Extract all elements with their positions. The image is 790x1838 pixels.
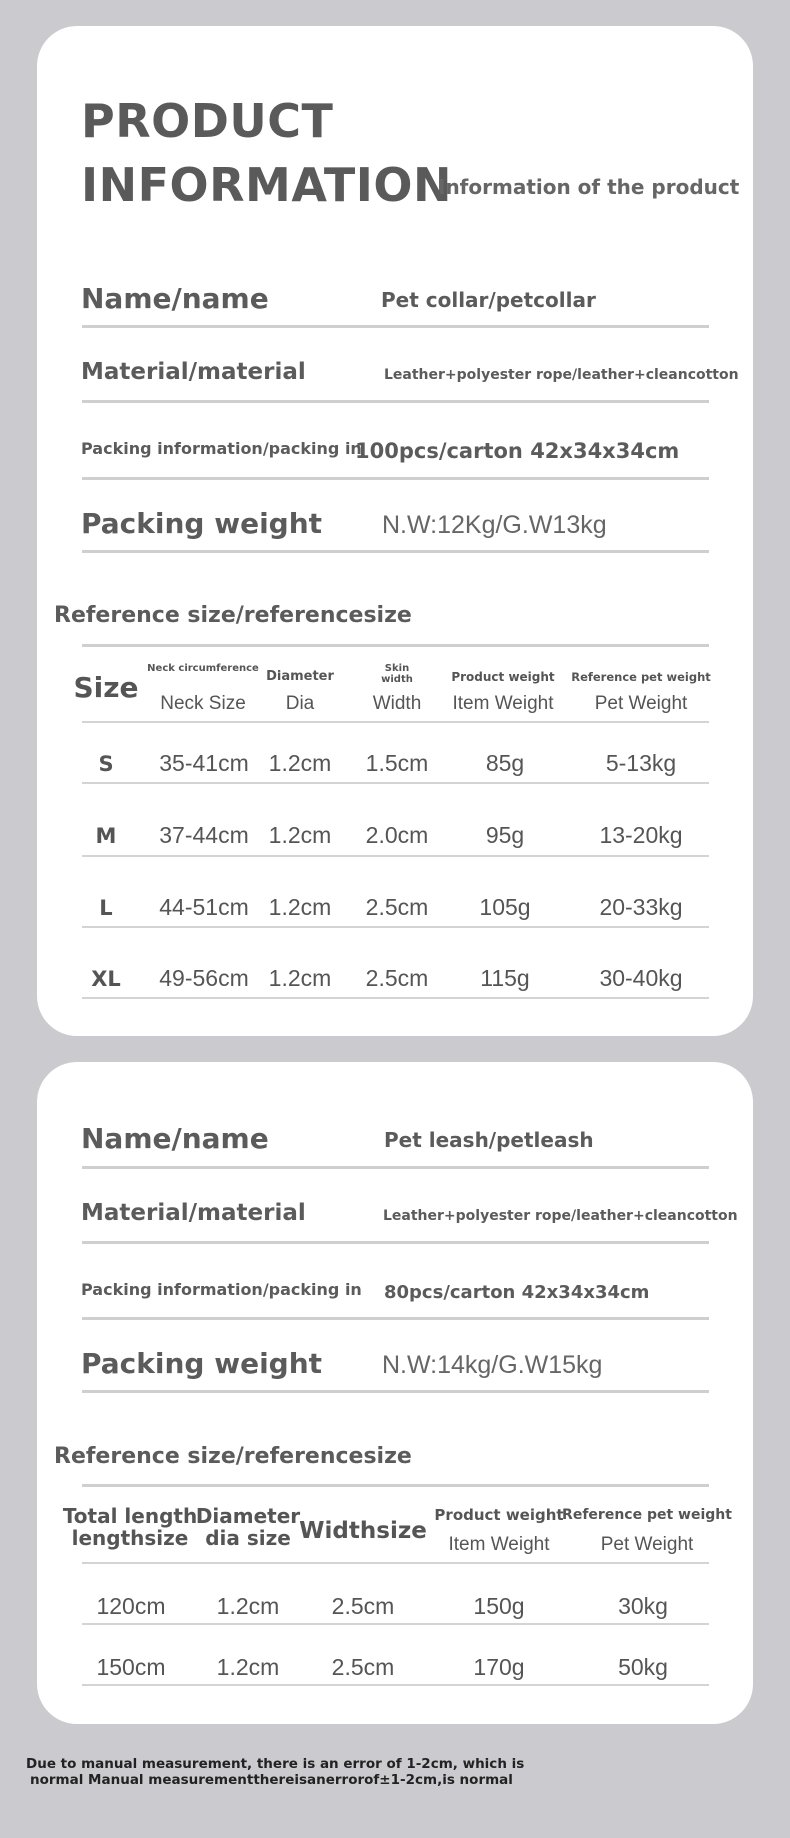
col-widthsize-header: Widthsize xyxy=(299,1518,427,1544)
divider xyxy=(82,477,709,480)
dia-cell: 1.2cm xyxy=(216,1654,280,1680)
pet-weight-cell: 50kg xyxy=(618,1654,668,1680)
divider xyxy=(82,1317,709,1320)
size-header: Size xyxy=(73,671,139,704)
width-cell: 2.5cm xyxy=(365,894,429,920)
neck-size-cell: 37-44cm xyxy=(159,822,249,848)
dia-cell: 1.2cm xyxy=(216,1593,280,1619)
leash-weight-label: Packing weight xyxy=(81,1347,323,1380)
footnote-line1: Due to manual measurement, there is an error of 1-2cm, which is xyxy=(26,1756,525,1772)
divider xyxy=(82,997,709,999)
length-cell: 120cm xyxy=(96,1593,166,1619)
width-cell: 2.5cm xyxy=(331,1654,395,1680)
col-item-weight-main: Item Weight xyxy=(452,693,554,714)
collar-info-card xyxy=(37,26,753,1036)
collar-name-value: Pet collar/petcollar xyxy=(381,288,596,312)
width-cell: 1.5cm xyxy=(365,750,429,776)
width-cell: 2.0cm xyxy=(365,822,429,848)
col-item-weight-top: Product weight xyxy=(451,670,555,684)
dia-cell: 1.2cm xyxy=(268,894,332,920)
col-width-top: Skin width xyxy=(381,663,413,685)
header-line: dia size xyxy=(205,1526,291,1551)
divider xyxy=(82,1484,709,1487)
footnote-line2: normal Manual measurementthereisanerrorof±1-2cm,is normal xyxy=(30,1772,513,1789)
neck-size-cell: 44-51cm xyxy=(159,894,249,920)
pet-weight-cell: 13-20kg xyxy=(599,822,683,848)
divider xyxy=(82,1390,709,1393)
collar-material-label: Material/material xyxy=(81,359,306,385)
collar-ref-title: Reference size/referencesize xyxy=(54,603,412,628)
col-diameter-header xyxy=(196,1505,300,1550)
measurement-footnote xyxy=(26,1756,524,1788)
row-size: M xyxy=(95,824,117,848)
width-cell: 2.5cm xyxy=(365,965,429,991)
col-item-weight-main: Item Weight xyxy=(448,1534,550,1555)
leash-packing-label: Packing information/packing in xyxy=(81,1280,362,1299)
leash-ref-title: Reference size/referencesize xyxy=(54,1444,412,1469)
col-pet-weight-main: Pet Weight xyxy=(600,1534,694,1555)
row-size: S xyxy=(98,752,114,776)
divider xyxy=(82,782,709,784)
neck-size-cell: 49-56cm xyxy=(159,965,249,991)
leash-material-value: Leather+polyester rope/leather+cleancotton xyxy=(383,1208,738,1224)
product-heading-line1: PRODUCT xyxy=(81,94,334,148)
collar-name-label: Name/name xyxy=(81,282,269,315)
col-dia-top: Diameter xyxy=(266,669,334,684)
col-dia-main: Dia xyxy=(285,693,315,714)
divider xyxy=(82,550,709,553)
pet-weight-cell: 20-33kg xyxy=(599,894,683,920)
dia-cell: 1.2cm xyxy=(268,750,332,776)
leash-name-value: Pet leash/petleash xyxy=(384,1128,594,1152)
neck-size-cell: 35-41cm xyxy=(159,750,249,776)
leash-material-label: Material/material xyxy=(81,1200,306,1226)
col-width-main: Width xyxy=(372,693,422,714)
divider xyxy=(82,1562,709,1564)
col-total-length-header xyxy=(63,1505,197,1550)
divider xyxy=(82,1684,709,1686)
product-heading-line2: INFORMATION xyxy=(81,158,452,212)
col-neck-top: Neck circumference xyxy=(147,663,259,674)
col-pet-weight-top: Reference pet weight xyxy=(562,1507,732,1523)
leash-info-card xyxy=(37,1062,753,1724)
item-weight-cell: 170g xyxy=(473,1654,525,1680)
divider xyxy=(82,325,709,328)
divider xyxy=(82,1166,709,1169)
header-line: lengthsize xyxy=(71,1526,189,1551)
leash-weight-value: N.W:14kg/G.W15kg xyxy=(382,1351,603,1379)
leash-packing-value: 80pcs/carton 42x34x34cm xyxy=(384,1282,650,1303)
item-weight-cell: 115g xyxy=(480,965,530,991)
item-weight-cell: 95g xyxy=(485,822,525,848)
dia-cell: 1.2cm xyxy=(268,965,332,991)
length-cell: 150cm xyxy=(96,1654,166,1680)
width-cell: 2.5cm xyxy=(331,1593,395,1619)
pet-weight-cell: 5-13kg xyxy=(605,750,677,776)
dia-cell: 1.2cm xyxy=(268,822,332,848)
collar-packing-value: 100pcs/carton 42x34x34cm xyxy=(355,439,680,463)
pet-weight-cell: 30kg xyxy=(618,1593,668,1619)
collar-packing-label: Packing information/packing in xyxy=(81,439,362,458)
item-weight-cell: 105g xyxy=(479,894,531,920)
divider xyxy=(82,400,709,403)
divider xyxy=(82,855,709,857)
product-heading-sub: Information of the product xyxy=(438,175,740,199)
pet-weight-cell: 30-40kg xyxy=(599,965,683,991)
collar-material-value: Leather+polyester rope/leather+cleancotton xyxy=(384,367,739,383)
divider xyxy=(82,644,709,647)
item-weight-cell: 150g xyxy=(473,1593,525,1619)
header-line: Total length xyxy=(62,1504,198,1528)
divider xyxy=(82,721,709,723)
collar-weight-label: Packing weight xyxy=(81,507,323,540)
leash-name-label: Name/name xyxy=(81,1122,269,1155)
row-size: L xyxy=(99,896,113,920)
divider xyxy=(82,926,709,928)
col-neck-main: Neck Size xyxy=(160,693,246,714)
row-size: XL xyxy=(91,967,121,991)
header-line: Diameter xyxy=(195,1504,301,1528)
col-pet-weight-main: Pet Weight xyxy=(594,693,688,714)
divider xyxy=(82,1623,709,1625)
divider xyxy=(82,1241,709,1244)
collar-weight-value: N.W:12Kg/G.W13kg xyxy=(382,511,607,539)
item-weight-cell: 85g xyxy=(485,750,525,776)
col-item-weight-top: Product weight xyxy=(434,1506,564,1524)
col-pet-weight-top: Reference pet weight xyxy=(571,670,711,684)
